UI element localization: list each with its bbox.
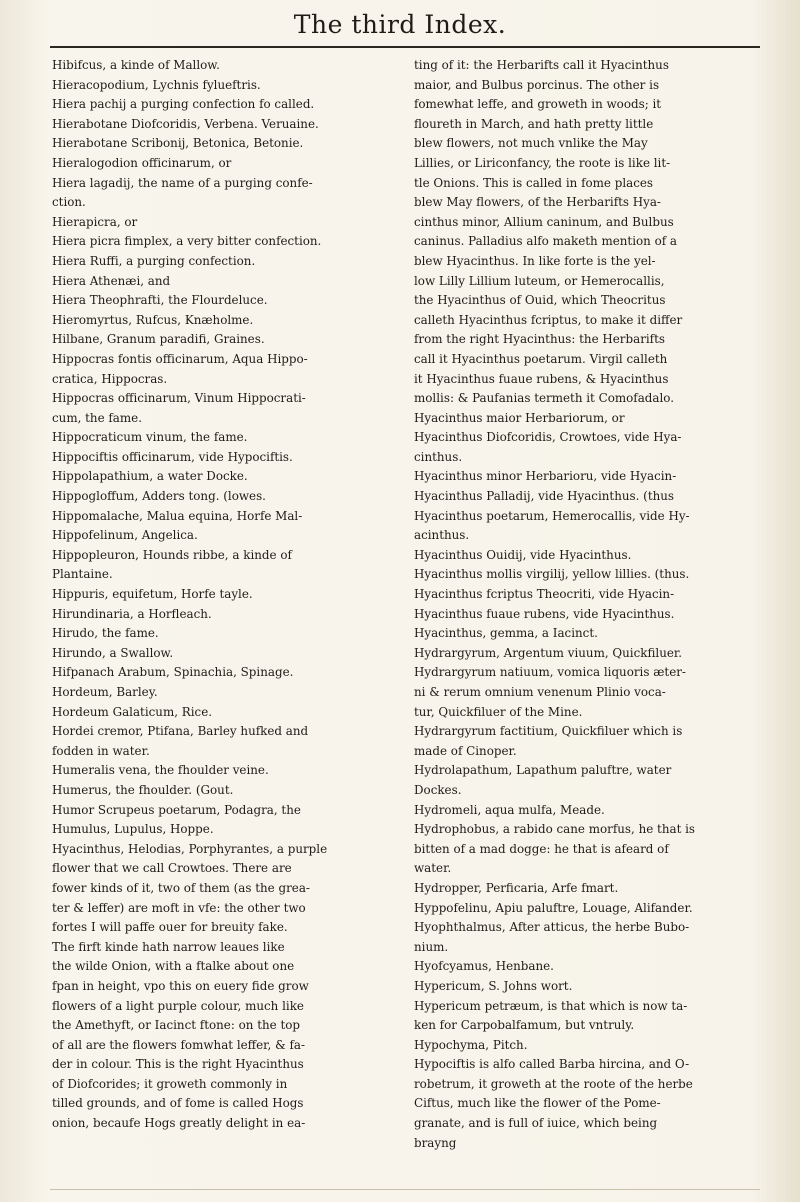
index-line: calleth Hyacinthus fcriptus, to make it differ bbox=[414, 312, 683, 327]
index-line: Hieralogodion officinarum, or bbox=[52, 155, 232, 170]
index-line: Hyacinthus fuaue rubens, vide Hyacinthus. bbox=[414, 606, 675, 621]
index-line: Hyacinthus Diofcoridis, Crowtoes, vide Hya- bbox=[414, 430, 682, 445]
index-line: Humulus, Lupulus, Hoppe. bbox=[52, 822, 214, 837]
index-line: blew Hyacinthus. In like forte is the yel- bbox=[414, 253, 656, 268]
index-line: floureth in March, and hath pretty little bbox=[414, 116, 654, 131]
index-line: of all are the flowers fomwhat leffer, & fa- bbox=[52, 1037, 305, 1052]
index-line: the Amethyft, or Iacinct ftone: on the top bbox=[52, 1018, 301, 1033]
index-line: Hippocras officinarum, Vinum Hippocrati- bbox=[52, 391, 306, 406]
header-rule bbox=[50, 46, 760, 48]
index-line: Hydrophobus, a rabido cane morfus, he that is bbox=[414, 822, 696, 837]
index-line: Dockes. bbox=[414, 782, 462, 797]
index-line: Hippolapathium, a water Docke. bbox=[52, 469, 248, 484]
index-line: Hilbane, Granum paradifi, Graines. bbox=[52, 332, 265, 347]
index-line: onion, becaufe Hogs greatly delight in ea- bbox=[52, 1116, 306, 1131]
index-line: made of Cinoper. bbox=[414, 743, 517, 758]
index-line: tle Onions. This is called in fome places bbox=[414, 175, 654, 190]
index-line: Hirundinaria, a Horfleach. bbox=[52, 606, 212, 621]
index-line: ni & rerum omnium venenum Plinio voca- bbox=[414, 685, 666, 699]
index-line: Hifpanach Arabum, Spinachia, Spinage. bbox=[52, 665, 294, 680]
index-line: brayng bbox=[414, 1135, 457, 1150]
index-line: Hiera Theophrafti, the Flourdeluce. bbox=[52, 293, 268, 308]
index-line: Hyofcyamus, Henbane. bbox=[414, 959, 554, 974]
index-line: tur, Quickfiluer of the Mine. bbox=[414, 704, 583, 719]
index-line: Hippofelinum, Angelica. bbox=[52, 528, 198, 543]
index-line: Hyacinthus Ouidij, vide Hyacinthus. bbox=[414, 547, 632, 562]
index-line: Plantaine. bbox=[52, 567, 113, 582]
index-line: fpan in height, vpo this on euery fide grow bbox=[52, 978, 309, 993]
index-line: ter & leffer) are moft in vfe: the other two bbox=[52, 900, 306, 915]
index-line: fortes I will paffe ouer for breuity fake. bbox=[52, 920, 288, 935]
index-line: Humerus, the fhoulder. (Gout. bbox=[52, 782, 234, 797]
index-line: low Lilly Lillium luteum, or Hemerocallis, bbox=[414, 273, 665, 288]
index-line: Hiera lagadij, the name of a purging confe- bbox=[52, 175, 313, 190]
index-line: maior, and Bulbus porcinus. The other is bbox=[414, 77, 660, 92]
left-column bbox=[52, 56, 404, 1134]
index-line: Hyacinthus fcriptus Theocriti, vide Hyacin- bbox=[414, 587, 675, 602]
index-line: Hiera Athenæi, and bbox=[52, 273, 171, 288]
index-line: Hippocraticum vinum, the fame. bbox=[52, 430, 248, 445]
index-line: Hippomalache, Malua equina, Horfe Mal- bbox=[52, 508, 303, 523]
index-line: granate, and is full of iuice, which being bbox=[414, 1116, 658, 1131]
index-line: Hiera pachij a purging confection fo called. bbox=[52, 97, 315, 112]
index-line: it Hyacinthus fuaue rubens, & Hyacinthus bbox=[414, 371, 669, 386]
index-line: Hypochyma, Pitch. bbox=[414, 1037, 528, 1052]
index-line: Hyacinthus Palladij, vide Hyacinthus. (thus bbox=[414, 489, 675, 504]
index-line: caninus. Palladius alfo maketh mention of a bbox=[414, 234, 678, 249]
index-line: Ciftus, much like the flower of the Pome- bbox=[414, 1096, 661, 1111]
index-line: Humeralis vena, the fhoulder veine. bbox=[52, 763, 269, 778]
index-line: from the right Hyacinthus: the Herbarifts bbox=[414, 332, 665, 347]
index-line: robetrum, it groweth at the roote of the herbe bbox=[414, 1076, 693, 1091]
index-line: blew flowers, not much vnlike the May bbox=[414, 136, 648, 151]
index-line: Hyppofelinu, Apiu paluftre, Louage, Alifander. bbox=[414, 900, 693, 915]
index-line: ken for Carpobalfamum, but vntruly. bbox=[414, 1018, 635, 1033]
index-line: Humor Scrupeus poetarum, Podagra, the bbox=[52, 802, 301, 817]
page-title: The third Index. bbox=[293, 10, 507, 39]
index-line: acinthus. bbox=[414, 528, 470, 543]
index-line: cinthus. bbox=[414, 449, 463, 464]
index-line: Hordei cremor, Ptifana, Barley hufked and bbox=[52, 724, 309, 739]
index-line: der in colour. This is the right Hyacinthus bbox=[52, 1057, 304, 1072]
index-line: Hyacinthus, Helodias, Porphyrantes, a purple bbox=[52, 841, 328, 856]
index-line: Hirundo, a Swallow. bbox=[52, 645, 174, 660]
right-column bbox=[414, 56, 766, 1153]
index-line: fomewhat leffe, and groweth in woods; it bbox=[414, 97, 662, 112]
index-line: Hippogloffum, Adders tong. (lowes. bbox=[52, 489, 266, 504]
index-line: Hyacinthus maior Herbariorum, or bbox=[414, 410, 625, 425]
index-line: Hierabotane Diofcoridis, Verbena. Veruaine. bbox=[52, 116, 319, 131]
index-line: Hippociftis officinarum, vide Hypociftis. bbox=[52, 449, 293, 464]
index-line: call it Hyacinthus poetarum. Virgil calleth bbox=[414, 351, 668, 366]
page-bottom-edge bbox=[50, 1189, 760, 1190]
index-line: ction. bbox=[52, 195, 86, 210]
index-line: Hydrolapathum, Lapathum paluftre, water bbox=[414, 763, 672, 778]
index-line: fower kinds of it, two of them (as the grea- bbox=[52, 880, 310, 895]
index-line: Hieromyrtus, Rufcus, Knæholme. bbox=[52, 312, 254, 327]
index-line: Hiera picra fimplex, a very bitter confection. bbox=[52, 234, 322, 249]
index-line: Hibifcus, a kinde of Mallow. bbox=[52, 58, 220, 72]
index-line: The firft kinde hath narrow leaues like bbox=[52, 939, 285, 954]
index-line: flower that we call Crowtoes. There are bbox=[52, 861, 292, 876]
index-line: Hydromeli, aqua mulfa, Meade. bbox=[414, 802, 605, 817]
index-line: Hieracopodium, Lychnis fylueftris. bbox=[52, 77, 261, 92]
index-line: Hypociftis is alfo called Barba hircina, and O- bbox=[414, 1057, 690, 1072]
index-line: the wilde Onion, with a ftalke about one bbox=[52, 959, 295, 974]
index-line: Hiera Ruffi, a purging confection. bbox=[52, 253, 256, 268]
index-line: Hydrargyrum, Argentum viuum, Quickfiluer. bbox=[414, 645, 683, 660]
index-line: Hydropper, Perficaria, Arfe fmart. bbox=[414, 880, 619, 895]
index-line: blew May flowers, of the Herbarifts Hya- bbox=[414, 195, 661, 210]
index-line: Hydrargyrum factitium, Quickfiluer which is bbox=[414, 724, 683, 739]
index-line: Hierapicra, or bbox=[52, 214, 138, 229]
index-line: Hyophthalmus, After atticus, the herbe Bubo- bbox=[414, 920, 690, 935]
index-line: Lillies, or Liriconfancy, the roote is like lit- bbox=[414, 155, 671, 170]
index-line: Hydrargyrum natiuum, vomica liquoris æter- bbox=[414, 665, 686, 680]
index-line: Hordeum Galaticum, Rice. bbox=[52, 704, 213, 719]
index-line: of Diofcorides; it groweth commonly in bbox=[52, 1076, 288, 1091]
index-line: nium. bbox=[414, 939, 449, 954]
index-line: mollis: & Paufanias termeth it Comofadalo. bbox=[414, 391, 675, 406]
index-line: water. bbox=[414, 861, 452, 876]
index-line: flowers of a light purple colour, much like bbox=[52, 998, 304, 1013]
index-line: cratica, Hippocras. bbox=[52, 371, 168, 386]
index-line: Hypericum, S. Johns wort. bbox=[414, 978, 573, 993]
index-line: bitten of a mad dogge: he that is afeard of bbox=[414, 841, 669, 856]
index-line: the Hyacinthus of Ouid, which Theocritus bbox=[414, 293, 666, 308]
index-line: Hippocras fontis officinarum, Aqua Hippo- bbox=[52, 351, 308, 366]
index-line: Hirudo, the fame. bbox=[52, 626, 159, 641]
index-line: Hordeum, Barley. bbox=[52, 685, 158, 699]
index-line: fodden in water. bbox=[52, 743, 150, 758]
index-line: Hypericum petræum, is that which is now ta- bbox=[414, 998, 688, 1013]
index-line: Hyacinthus mollis virgilij, yellow lillies. (thus. bbox=[414, 567, 690, 582]
index-line: Hyacinthus, gemma, a Iacinct. bbox=[414, 626, 598, 641]
index-line: Hippopleuron, Hounds ribbe, a kinde of bbox=[52, 547, 292, 562]
index-line: tilled grounds, and of fome is called Hogs bbox=[52, 1096, 304, 1111]
index-line: Hyacinthus poetarum, Hemerocallis, vide Hy- bbox=[414, 508, 690, 523]
index-line: cum, the fame. bbox=[52, 410, 142, 425]
index-line: Hippuris, equifetum, Horfe tayle. bbox=[52, 587, 253, 602]
index-line: Hyacinthus minor Herbarioru, vide Hyacin- bbox=[414, 469, 677, 484]
index-line: cinthus minor, Allium caninum, and Bulbus bbox=[414, 214, 674, 229]
index-line: ting of it: the Herbarifts call it Hyacinthus bbox=[414, 58, 669, 72]
index-line: Hierabotane Scribonij, Betonica, Betonie. bbox=[52, 136, 304, 151]
